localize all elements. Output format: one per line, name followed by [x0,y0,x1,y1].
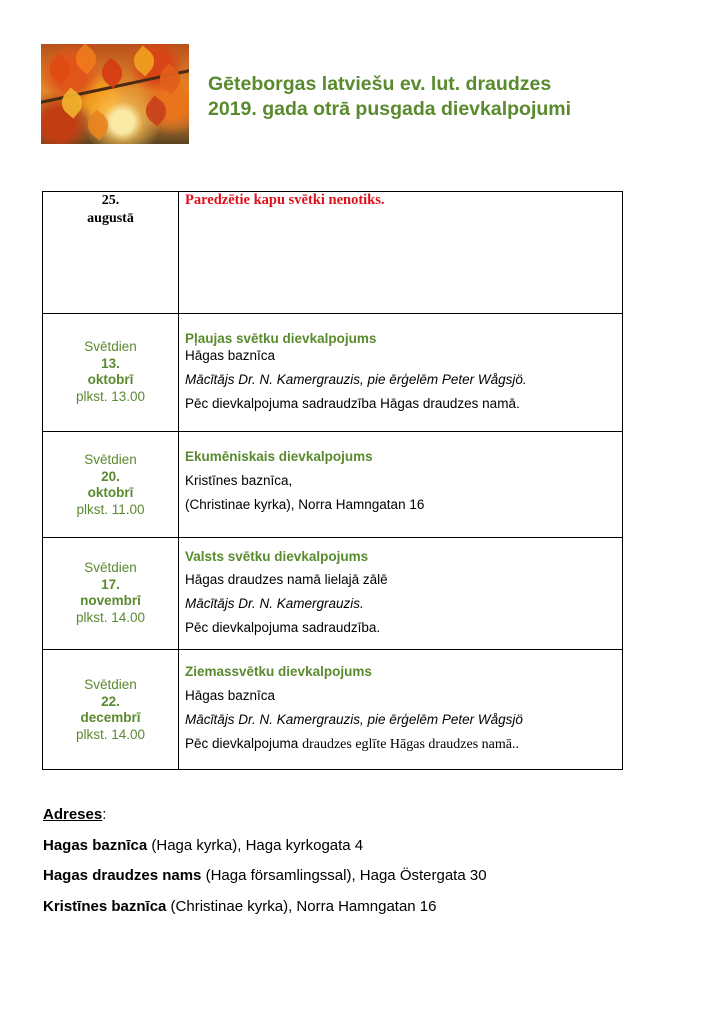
leaf-shape [155,64,186,95]
notice-date-line-1: 25. [101,193,120,208]
event-title: Ekumēniskais dievkalpojums [185,449,373,464]
event-address: (Christinae kyrka), Norra Hamngatan 16 [185,497,425,512]
event-time: plkst. 14.00 [75,726,146,742]
event-month: decembrī [80,710,141,725]
leaf-shape [71,44,102,74]
leaf-shape [83,110,114,141]
event-date: 13. [101,355,120,371]
service-schedule-table [42,191,623,770]
address-detail: (Haga kyrka), Haga kyrkogata 4 [147,836,364,854]
event-date-cell [43,650,179,770]
event-day: Svētdien [84,677,137,692]
event-month: oktobrī [87,372,134,387]
event-note [185,735,622,753]
table-row [43,538,623,650]
address-detail: (Christinae kyrka), Norra Hamngatan 16 [166,897,437,915]
event-date: 17. [101,576,120,592]
address-item [43,861,487,892]
event-time: plkst. 14.00 [75,609,146,625]
event-clergy: Mācītājs Dr. N. Kamergrauzis, pie ērģelēm Peter Wågsjö [185,712,523,727]
table-row [43,432,623,538]
event-location: Hāgas baznīca [185,688,276,703]
autumn-leaves-image [41,44,189,144]
event-note-part-a: Pēc dievkalpojuma [185,736,303,751]
addresses-heading: Adreses [43,806,103,823]
event-month: novembrī [80,593,141,608]
event-date: 20. [101,468,120,484]
address-item [43,831,487,862]
notice-date-cell [43,192,179,314]
event-date: 22. [101,693,120,709]
address-name: Hagas draudzes nams [43,867,202,884]
event-date-cell [43,538,179,650]
leaf-shape [129,46,160,77]
address-name: Hagas baznīca [43,836,148,854]
event-note: Pēc dievkalpojuma sadraudzība. [185,620,381,635]
event-clergy: Mācītājs Dr. N. Kamergrauzis. [185,596,364,611]
event-location: Kristīnes baznīca, [185,473,293,488]
event-day: Svētdien [84,339,137,354]
addresses-colon: : [102,806,107,823]
page-title [208,72,678,122]
address-detail: (Haga församlingssal), Haga Östergata 30 [201,867,487,884]
notice-date-line-2: augustā [87,211,134,226]
title-line-2: 2019. gada otrā pusgada dievkalpojumi [208,98,572,120]
event-day: Svētdien [84,560,137,575]
event-note-part-b: draudzes eglīte Hāgas draudzes namā.. [302,737,519,752]
addresses-heading-line [43,800,487,831]
event-month: oktobrī [87,485,134,500]
event-description-cell [179,538,623,650]
event-title: Ziemassvētku dievkalpojums [185,664,372,679]
event-date-cell [43,314,179,432]
event-description-cell [179,432,623,538]
table-row [43,192,623,314]
event-title: Pļaujas svētku dievkalpojums [185,331,377,346]
event-date-cell [43,432,179,538]
table-row [43,314,623,432]
cancellation-notice: Paredzētie kapu svētki nenotiks. [185,192,385,208]
event-day: Svētdien [84,452,137,467]
addresses-section [43,800,487,922]
address-name: Kristīnes baznīca [43,897,167,915]
address-item [43,892,487,923]
event-clergy: Mācītājs Dr. N. Kamergrauzis, pie ērģelēm Peter Wågsjö. [185,372,527,387]
event-location: Hāgas baznīca [185,348,276,363]
event-time: plkst. 13.00 [75,388,146,404]
notice-text-cell [179,192,623,314]
event-time: plkst. 11.00 [76,501,145,517]
event-location: Hāgas draudzes namā lielajā zālē [185,572,388,587]
event-description-cell [179,314,623,432]
title-line-1: Gēteborgas latviešu ev. lut. draudzes [208,73,552,95]
event-description-cell [179,650,623,770]
table-row [43,650,623,770]
leaf-shape [45,54,76,85]
leaf-shape [141,96,172,127]
event-note: Pēc dievkalpojuma sadraudzība Hāgas draudzes namā. [185,396,520,411]
event-title: Valsts svētku dievkalpojums [185,549,369,564]
